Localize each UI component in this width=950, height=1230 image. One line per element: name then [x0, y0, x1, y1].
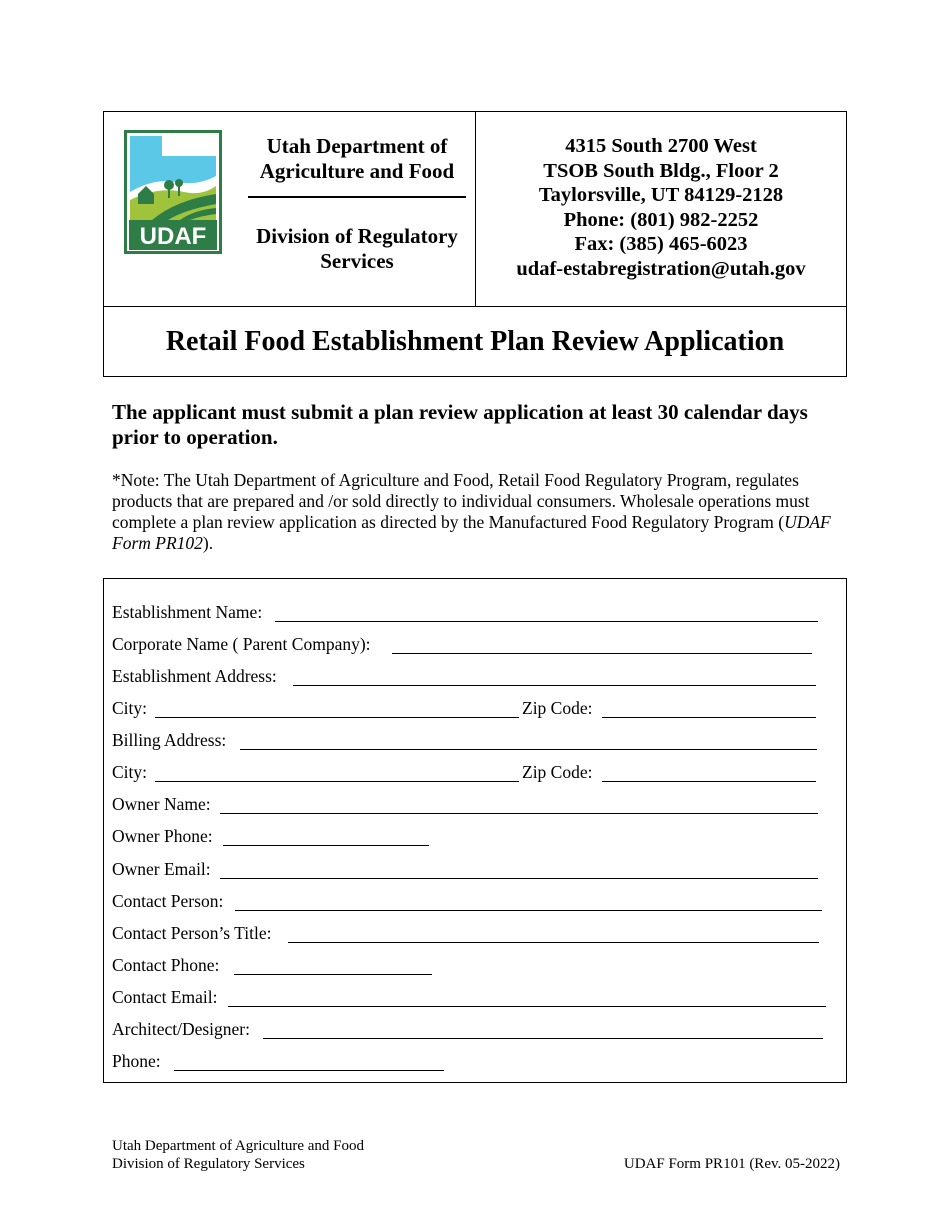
dept-divider: [248, 196, 466, 198]
form-title: Retail Food Establishment Plan Review Application: [165, 326, 785, 357]
note-text: *Note: The Utah Department of Agriculture and Food, Retail Food Regulatory Program, regulates products that are prepared and /or sold directly to individual consumers. Wholesale operations must complete a plan review application as directed by the Manufactured Food Regulatory Program (: [112, 470, 810, 532]
letterhead-top: [104, 112, 846, 307]
footer-form-id: UDAF Form PR101 (Rev. 05-2022): [623, 1156, 840, 1172]
svg-text:UDAF: UDAF: [139, 223, 207, 250]
phone-label: Phone:: [112, 1051, 161, 1071]
contact-person-input[interactable]: [235, 910, 822, 911]
owner-email-input[interactable]: [220, 878, 818, 879]
address-phone: Phone: (801) 982-2252: [563, 208, 759, 231]
billing-zip-code-input[interactable]: [602, 781, 816, 782]
billing-address-input[interactable]: [240, 749, 817, 750]
division-line-2: Services: [320, 249, 394, 273]
billing-address-label: Billing Address:: [112, 730, 227, 750]
zip-code-input[interactable]: [602, 717, 816, 718]
contact-address: [476, 134, 846, 281]
contact-person-label: Contact Person:: [112, 891, 224, 911]
contact-email-input[interactable]: [228, 1006, 826, 1007]
address-fax: Fax: (385) 465-6023: [574, 233, 748, 255]
letterhead: [103, 111, 847, 377]
dept-line-2: Agriculture and Food: [259, 159, 455, 183]
letterhead-left: [104, 112, 476, 306]
establishment-name-label: Establishment Name:: [112, 602, 263, 622]
footer-organization: [112, 1137, 364, 1173]
dept-line-1: Utah Department of: [266, 134, 448, 158]
submission-notice: The applicant must submit a plan review application at least 30 calendar days prior to operation.: [112, 400, 808, 449]
phone-input[interactable]: [174, 1070, 444, 1071]
division-line-1: Division of Regulatory: [256, 224, 458, 248]
contact-email-label: Contact Email:: [112, 987, 218, 1007]
city-input[interactable]: [155, 717, 519, 718]
footer-line-2: Division of Regulatory Services: [112, 1156, 305, 1172]
udaf-logo: [124, 130, 222, 254]
zip-code-label: Zip Code:: [522, 698, 593, 718]
address-email: udaf-estabregistration@utah.gov: [516, 257, 806, 280]
city-label: City:: [112, 698, 148, 718]
wholesale-note: [112, 470, 832, 554]
contact-title-input[interactable]: [288, 942, 819, 943]
contact-title-label: Contact Person’s Title:: [112, 923, 272, 943]
establishment-name-input[interactable]: [275, 621, 818, 622]
architect-input[interactable]: [263, 1038, 823, 1039]
note-text-end: ).: [202, 533, 214, 553]
address-city: Taylorsville, UT 84129-2128: [538, 184, 784, 206]
department-name: [244, 134, 470, 274]
corporate-name-input[interactable]: [392, 653, 812, 654]
address-street: 4315 South 2700 West: [565, 135, 757, 157]
billing-zip-code-label: Zip Code:: [522, 762, 593, 782]
corporate-name-label: Corporate Name ( Parent Company):: [112, 634, 371, 654]
address-building: TSOB South Bldg., Floor 2: [543, 159, 779, 182]
owner-email-label: Owner Email:: [112, 859, 211, 879]
billing-city-input[interactable]: [155, 781, 519, 782]
owner-name-input[interactable]: [220, 813, 818, 814]
contact-phone-label: Contact Phone:: [112, 955, 220, 975]
application-fields: [103, 578, 847, 1083]
contact-phone-input[interactable]: [234, 974, 432, 975]
footer-line-1: Utah Department of Agriculture and Food: [112, 1138, 365, 1154]
owner-phone-input[interactable]: [223, 845, 429, 846]
billing-city-label: City:: [112, 762, 148, 782]
architect-label: Architect/Designer:: [112, 1019, 251, 1039]
establishment-address-label: Establishment Address:: [112, 666, 277, 686]
establishment-address-input[interactable]: [293, 685, 816, 686]
owner-phone-label: Owner Phone:: [112, 826, 213, 846]
note-form-reference: UDAF Form PR102: [112, 512, 831, 553]
owner-name-label: Owner Name:: [112, 794, 211, 814]
